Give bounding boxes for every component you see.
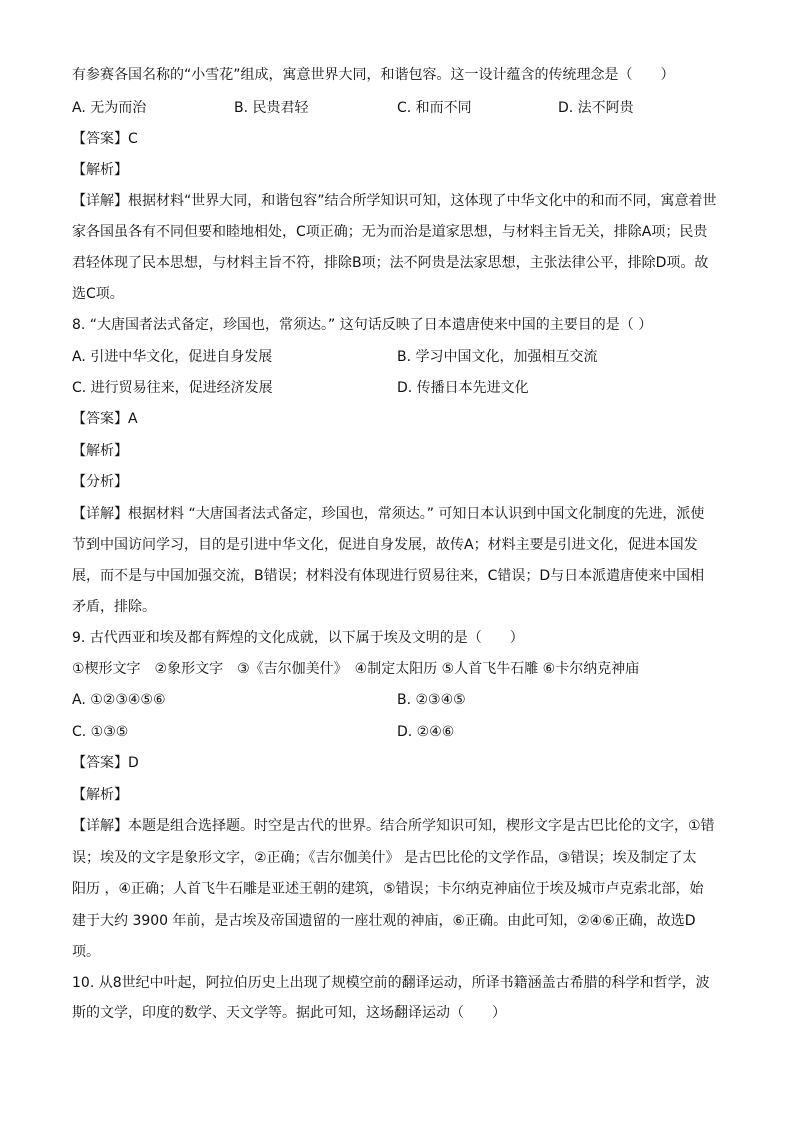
q9-option-a: A. ①②③④⑤⑥ <box>72 692 166 708</box>
q8-detail-line: 矛盾，排除。 <box>72 599 156 615</box>
q8-detail-line: 节到中国访问学习，目的是引进中华文化，促进自身发展，故传A；材料主要是引进文化，促进本国发 <box>72 537 698 553</box>
q7-detail-line: 家各国虽各有不同但要和睦地相处，C项正确；无为而治是道家思想，与材料主旨无关，排除A项；民贵 <box>72 224 708 240</box>
q9-detail-line: 误；埃及的文字是象形文字，②正确；《吉尔伽美什》 是古巴比伦的文学作品，③错误；埃及制定了太 <box>72 850 697 866</box>
q7-option-d: D. 法不阿贵 <box>558 100 634 116</box>
q8-option-b: B. 学习中国文化，加强相互交流 <box>397 349 598 365</box>
q10-stem-line: 10. 从8世纪中叶起，阿拉伯历史上出现了规模空前的翻译运动，所译书籍涵盖古希腊的科学和哲学，波 <box>72 975 710 991</box>
q9-option-d: D. ②④⑥ <box>397 724 455 740</box>
q9-detail-line: 项。 <box>72 944 100 960</box>
q7-stem: 有参赛各国名称的“小雪花”组成，寓意世界大同，和谐包容。这一设计蕴含的传统理念是（ ） <box>72 67 675 83</box>
q9-answer: 【答案】D <box>72 755 139 771</box>
q9-detail-line: 建于大约 3900 年前，是古埃及帝国遗留的一座壮观的神庙，⑥正确。由此可知，②④⑥正确，故选D <box>72 913 696 929</box>
q8-detail-line: 展，而不是与中国加强交流，B错误；材料没有体现进行贸易往来，C错误；D与日本派遣唐使来中国相 <box>72 568 705 584</box>
q7-detail-line: 选C项。 <box>72 286 124 302</box>
q7-option-c: C. 和而不同 <box>397 100 472 116</box>
q8-detail-line: 【详解】根据材料 “大唐国者法式备定，珍国也，常须达。” 可知日本认识到中国文化制度的先进，派使 <box>72 506 705 522</box>
q7-analysis-label: 【解析】 <box>72 162 128 178</box>
q8-analysis-label: 【解析】 <box>72 443 128 459</box>
q7-detail-line: 君轻体现了民本思想，与材料主旨不符，排除B项；法不阿贵是法家思想，主张法律公平，排除D项。故 <box>72 255 709 271</box>
q9-analysis-label: 【解析】 <box>72 787 128 803</box>
q9-stem: 9. 古代西亚和埃及都有辉煌的文化成就，以下属于埃及文明的是（ ） <box>72 630 524 646</box>
q7-option-b: B. 民贵君轻 <box>234 100 309 116</box>
q9-items: ①楔形文字 ②象形文字 ③《吉尔伽美什》 ④制定太阳历 ⑤人首飞牛石雕 ⑥卡尔纳克神庙 <box>72 661 640 677</box>
q9-detail-line: 阳历 ，④正确；人首飞牛石雕是亚述王朝的建筑，⑤错误；卡尔纳克神庙位于埃及城市卢克索北部，始 <box>72 881 704 897</box>
q8-fenxi-label: 【分析】 <box>72 474 128 490</box>
q8-option-a: A. 引进中华文化，促进自身发展 <box>72 349 273 365</box>
q7-detail-line: 【详解】根据材料“世界大同，和谐包容”结合所学知识可知，这体现了中华文化中的和而不同，寓意着世 <box>72 193 717 209</box>
q8-option-d: D. 传播日本先进文化 <box>397 380 529 396</box>
q7-option-a: A. 无为而治 <box>72 100 147 116</box>
q9-option-c: C. ①③⑤ <box>72 724 129 740</box>
q8-option-c: C. 进行贸易往来，促进经济发展 <box>72 380 273 396</box>
q9-detail-line: 【详解】本题是组合选择题。时空是古代的世界。结合所学知识可知，楔形文字是古巴比伦的文字，①错 <box>72 818 715 834</box>
q10-stem-line: 斯的文学，印度的数学、天文学等。据此可知，这场翻译运动（ ） <box>72 1005 506 1021</box>
q8-answer: 【答案】A <box>72 411 138 427</box>
q8-stem: 8. “大唐国者法式备定，珍国也，常须达。” 这句话反映了日本遣唐使来中国的主要目的是（ ） <box>72 317 653 333</box>
q9-option-b: B. ②③④⑤ <box>397 692 466 708</box>
q7-answer: 【答案】C <box>72 131 138 147</box>
